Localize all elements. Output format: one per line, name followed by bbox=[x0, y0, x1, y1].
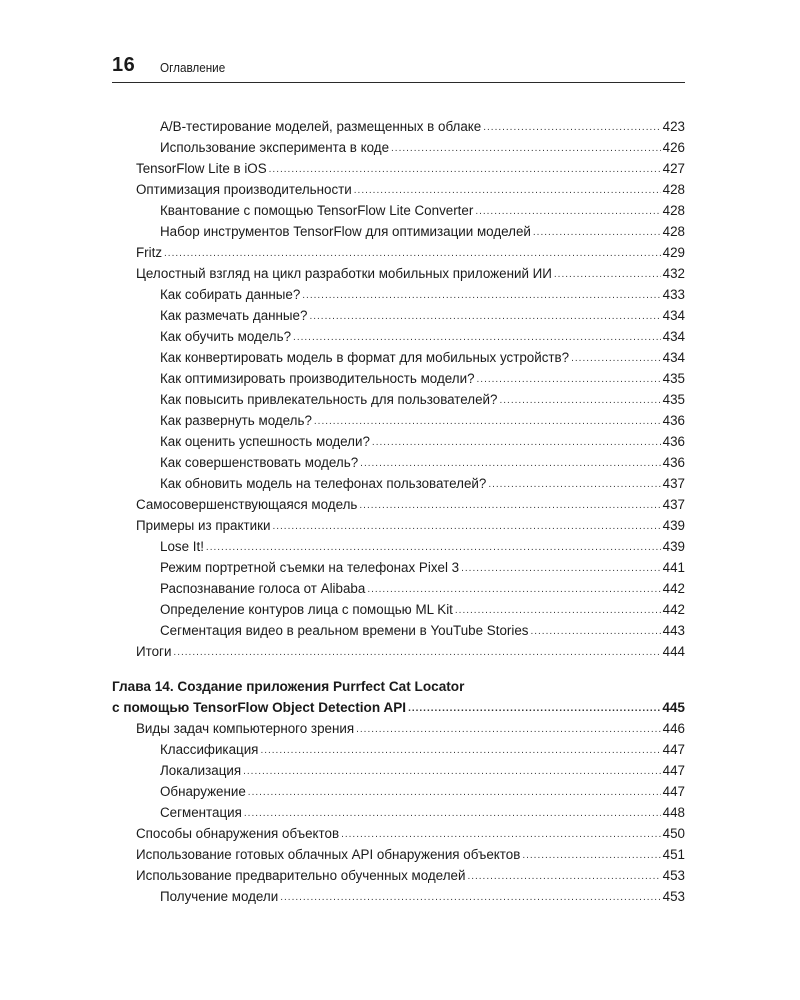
chapter-title-line1: Глава 14. Создание приложения Purrfect Cat Locator bbox=[112, 679, 465, 694]
leader-dots bbox=[522, 845, 660, 866]
toc-entry-page: 427 bbox=[662, 161, 685, 176]
leader-dots bbox=[483, 117, 660, 138]
running-title: Оглавление bbox=[160, 60, 226, 75]
toc-entry[interactable] bbox=[112, 802, 685, 823]
toc-section-after bbox=[112, 718, 685, 907]
toc-entry-title: TensorFlow Lite в iOS bbox=[136, 161, 267, 176]
page-header bbox=[112, 52, 685, 83]
toc-entry-title: Как развернуть модель? bbox=[160, 413, 312, 428]
toc-entry-page: 444 bbox=[662, 644, 685, 659]
toc-entry-title: Как совершенствовать модель? bbox=[160, 455, 359, 470]
toc-entry[interactable] bbox=[112, 718, 685, 739]
toc-entry-page: 436 bbox=[662, 455, 685, 470]
toc-entry[interactable] bbox=[112, 641, 685, 662]
toc-entry-title: Локализация bbox=[160, 763, 242, 778]
toc-entry[interactable] bbox=[112, 515, 685, 536]
toc-entry-page: 441 bbox=[662, 560, 685, 575]
toc-entry[interactable] bbox=[112, 844, 685, 865]
leader-dots bbox=[367, 579, 660, 600]
toc-entry-title: Сегментация bbox=[160, 805, 242, 820]
toc-entry[interactable] bbox=[112, 760, 685, 781]
toc-entry-title: Способы обнаружения объектов bbox=[136, 826, 340, 841]
toc-entry[interactable] bbox=[112, 823, 685, 844]
leader-dots bbox=[467, 866, 660, 887]
toc-entry-title: Целостный взгляд на цикл разработки мобильных приложений ИИ bbox=[136, 266, 552, 281]
toc-entry-title: Использование эксперимента в коде bbox=[160, 140, 390, 155]
toc-entry-page: 429 bbox=[662, 245, 685, 260]
toc-entry-title: Получение модели bbox=[160, 889, 279, 904]
toc-entry-title: Как повысить привлекательность для пользователей? bbox=[160, 392, 498, 407]
toc-entry-page: 439 bbox=[662, 518, 685, 533]
toc-entry-title: Lose It! bbox=[160, 539, 204, 554]
leader-dots bbox=[173, 642, 660, 663]
toc-entry-title: Как обучить модель? bbox=[160, 329, 292, 344]
toc-entry-title: Режим портретной съемки на телефонах Pixel 3 bbox=[160, 560, 460, 575]
toc-entry-title: A/B-тестирование моделей, размещенных в облаке bbox=[160, 119, 482, 134]
chapter-title-line2-row bbox=[112, 697, 685, 718]
chapter-title-line2: с помощью TensorFlow Object Detection API bbox=[112, 700, 407, 715]
toc-entry[interactable] bbox=[112, 284, 685, 305]
toc-entry[interactable] bbox=[112, 557, 685, 578]
toc-entry-title: Использование предварительно обученных моделей bbox=[136, 868, 466, 883]
toc-entry-title: Использование готовых облачных API обнаружения объектов bbox=[136, 847, 521, 862]
toc-entry[interactable] bbox=[112, 221, 685, 242]
toc-entry[interactable] bbox=[112, 200, 685, 221]
toc-entry-title: Виды задач компьютерного зрения bbox=[136, 721, 355, 736]
toc-entry-page: 437 bbox=[662, 497, 685, 512]
toc-entry[interactable] bbox=[112, 620, 685, 641]
toc-entry-title: Как конвертировать модель в формат для мобильных устройств? bbox=[160, 350, 570, 365]
toc-entry[interactable] bbox=[112, 158, 685, 179]
leader-dots bbox=[272, 516, 660, 537]
toc-entry-page: 446 bbox=[662, 721, 685, 736]
toc-entry[interactable] bbox=[112, 886, 685, 907]
leader-dots bbox=[475, 201, 660, 222]
toc-entry[interactable] bbox=[112, 368, 685, 389]
toc-entry-page: 439 bbox=[662, 539, 685, 554]
toc-entry[interactable] bbox=[112, 347, 685, 368]
toc-entry-title: Квантование с помощью TensorFlow Lite Converter bbox=[160, 203, 474, 218]
toc-entry-page: 434 bbox=[662, 329, 685, 344]
toc-entry[interactable] bbox=[112, 452, 685, 473]
toc-entry-page: 434 bbox=[662, 350, 685, 365]
toc-entry-page: 451 bbox=[662, 847, 685, 862]
leader-dots bbox=[571, 348, 661, 369]
toc-entry-page: 448 bbox=[662, 805, 685, 820]
toc-section-before bbox=[112, 116, 685, 662]
toc-entry-page: 442 bbox=[662, 581, 685, 596]
toc-entry[interactable] bbox=[112, 578, 685, 599]
leader-dots bbox=[488, 474, 660, 495]
toc-entry[interactable] bbox=[112, 431, 685, 452]
leader-dots bbox=[269, 159, 661, 180]
toc-entry-page: 442 bbox=[662, 602, 685, 617]
leader-dots bbox=[248, 782, 661, 803]
toc-entry-page: 453 bbox=[662, 889, 685, 904]
toc-entry[interactable] bbox=[112, 473, 685, 494]
toc-entry[interactable] bbox=[112, 781, 685, 802]
toc-entry-page: 447 bbox=[662, 742, 685, 757]
toc-entry-page: 436 bbox=[662, 434, 685, 449]
leader-dots bbox=[372, 432, 661, 453]
toc-entry-title: Оптимизация производительности bbox=[136, 182, 352, 197]
toc-entry-page: 428 bbox=[662, 182, 685, 197]
toc-entry[interactable] bbox=[112, 326, 685, 347]
leader-dots bbox=[554, 264, 661, 285]
leader-dots bbox=[408, 698, 660, 719]
toc-entry-title: Примеры из практики bbox=[136, 518, 271, 533]
leader-dots bbox=[354, 180, 661, 201]
toc-entry[interactable] bbox=[112, 494, 685, 515]
toc-entry[interactable] bbox=[112, 536, 685, 557]
leader-dots bbox=[244, 803, 661, 824]
toc-entry-title: Самосовершенствующаяся модель bbox=[136, 497, 358, 512]
toc-entry[interactable] bbox=[112, 116, 685, 137]
chapter-heading[interactable] bbox=[112, 676, 685, 718]
toc-entry[interactable] bbox=[112, 305, 685, 326]
toc-entry-title: Набор инструментов TensorFlow для оптимизации моделей bbox=[160, 224, 531, 239]
table-of-contents bbox=[112, 116, 685, 907]
toc-entry-page: 423 bbox=[662, 119, 685, 134]
leader-dots bbox=[243, 761, 661, 782]
toc-entry-page: 443 bbox=[662, 623, 685, 638]
toc-entry[interactable] bbox=[112, 137, 685, 158]
toc-entry-page: 436 bbox=[662, 413, 685, 428]
toc-entry[interactable] bbox=[112, 865, 685, 886]
leader-dots bbox=[206, 537, 661, 558]
toc-entry-title: Как оптимизировать производительность модели? bbox=[160, 371, 475, 386]
leader-dots bbox=[391, 138, 661, 159]
toc-entry-page: 447 bbox=[662, 784, 685, 799]
leader-dots bbox=[356, 719, 661, 740]
toc-entry[interactable] bbox=[112, 179, 685, 200]
toc-entry-title: Итоги bbox=[136, 644, 172, 659]
toc-entry-page: 435 bbox=[662, 392, 685, 407]
toc-entry-title: Fritz bbox=[136, 245, 163, 260]
toc-entry-page: 432 bbox=[662, 266, 685, 281]
toc-entry-page: 428 bbox=[662, 203, 685, 218]
toc-entry[interactable] bbox=[112, 242, 685, 263]
toc-entry-title: Классификация bbox=[160, 742, 259, 757]
toc-entry[interactable] bbox=[112, 739, 685, 760]
toc-entry-page: 435 bbox=[662, 371, 685, 386]
leader-dots bbox=[477, 369, 661, 390]
toc-entry-page: 437 bbox=[662, 476, 685, 491]
toc-entry-page: 447 bbox=[662, 763, 685, 778]
leader-dots bbox=[260, 740, 660, 761]
leader-dots bbox=[280, 887, 660, 908]
toc-entry-page: 426 bbox=[662, 140, 685, 155]
toc-entry-page: 453 bbox=[662, 868, 685, 883]
toc-entry[interactable] bbox=[112, 410, 685, 431]
toc-entry-title: Как оценить успешность модели? bbox=[160, 434, 370, 449]
toc-entry-page: 450 bbox=[662, 826, 685, 841]
chapter-page-number: 445 bbox=[662, 700, 685, 715]
toc-entry-page: 428 bbox=[662, 224, 685, 239]
leader-dots bbox=[309, 306, 660, 327]
leader-dots bbox=[293, 327, 661, 348]
leader-dots bbox=[314, 411, 661, 432]
leader-dots bbox=[360, 453, 660, 474]
toc-entry[interactable] bbox=[112, 599, 685, 620]
toc-entry-title: Сегментация видео в реальном времени в YouTube Stories bbox=[160, 623, 529, 638]
page-number: 16 bbox=[112, 54, 136, 76]
leader-dots bbox=[341, 824, 661, 845]
leader-dots bbox=[533, 222, 661, 243]
toc-entry-title: Распознавание голоса от Alibaba bbox=[160, 581, 366, 596]
toc-entry-page: 433 bbox=[662, 287, 685, 302]
leader-dots bbox=[461, 558, 661, 579]
toc-entry[interactable] bbox=[112, 389, 685, 410]
leader-dots bbox=[530, 621, 660, 642]
leader-dots bbox=[302, 285, 660, 306]
leader-dots bbox=[164, 243, 661, 264]
toc-entry-title: Как размечать данные? bbox=[160, 308, 308, 323]
toc-entry-title: Как обновить модель на телефонах пользователей? bbox=[160, 476, 487, 491]
toc-entry-title: Обнаружение bbox=[160, 784, 246, 799]
toc-entry-page: 434 bbox=[662, 308, 685, 323]
toc-entry[interactable] bbox=[112, 263, 685, 284]
leader-dots bbox=[499, 390, 660, 411]
toc-entry-title: Как собирать данные? bbox=[160, 287, 301, 302]
toc-entry-title: Определение контуров лица с помощью ML Kit bbox=[160, 602, 453, 617]
leader-dots bbox=[455, 600, 661, 621]
leader-dots bbox=[359, 495, 660, 516]
